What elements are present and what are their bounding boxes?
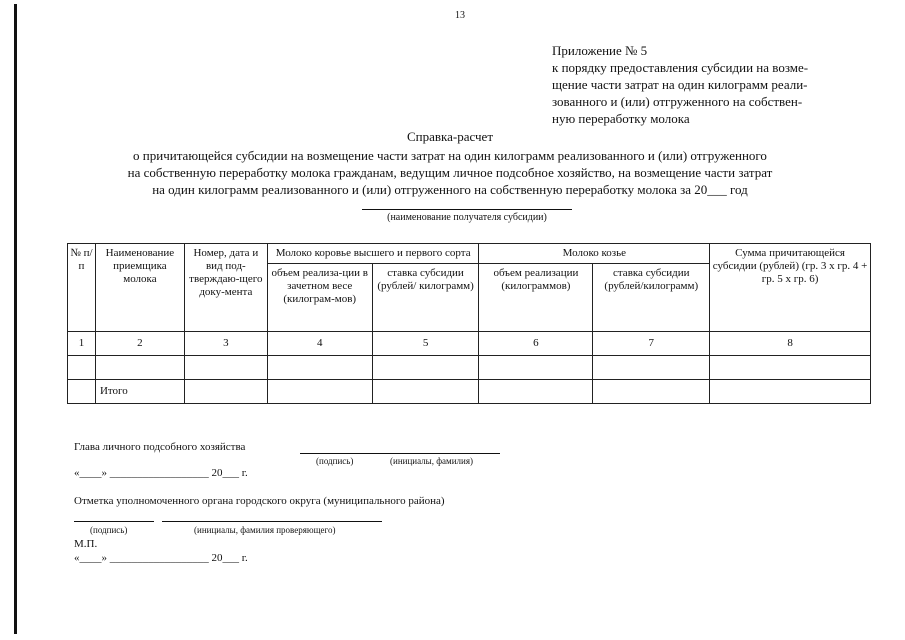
sign-caption: (подпись) (316, 456, 354, 466)
head-signature-line (300, 453, 500, 454)
header-goat-milk: Молоко козье (479, 244, 710, 264)
appendix-line-4: зованного и (или) отгруженного на собствен- (552, 94, 803, 109)
header-cow-rate: ставка субсидии (рублей/ килограмм) (372, 264, 479, 332)
appendix-line-1: Приложение № 5 (552, 43, 648, 58)
checker-initials-line (162, 521, 382, 522)
header-row-1 (68, 244, 871, 264)
appendix-line-5: ную переработку молока (552, 111, 690, 126)
col-number-2: 2 (95, 332, 184, 356)
table-cell (479, 356, 593, 380)
table-cell (479, 380, 593, 404)
header-document: Номер, дата и вид под-тверждаю-щего доку-мента (184, 244, 267, 332)
table-cell (267, 380, 372, 404)
recipient-underline (362, 209, 572, 210)
table-cell (68, 380, 96, 404)
header-goat-volume: объем реализации (килограммов) (479, 264, 593, 332)
checker-signature-line (74, 521, 154, 522)
date-line: «____» __________________ 20___ г. (74, 467, 248, 479)
col-number-7: 7 (593, 332, 710, 356)
header-cow-volume: объем реализа-ции в зачетном весе (килограм-мов) (267, 264, 372, 332)
table-cell (710, 380, 871, 404)
date-line-2: «____» __________________ 20___ г. (74, 552, 248, 564)
header-cow-milk: Молоко коровье высшего и первого сорта (267, 244, 479, 264)
table-row-empty (68, 356, 871, 380)
col-number-4: 4 (267, 332, 372, 356)
page-edge-bar (14, 4, 17, 634)
appendix-line-2: к порядку предоставления субсидии на возме- (552, 60, 809, 75)
header-sum: Сумма причитающейся субсидии (рублей) (гр. 3 х гр. 4 + гр. 5 х гр. 6) (710, 244, 871, 332)
col-number-6: 6 (479, 332, 593, 356)
col-number-3: 3 (184, 332, 267, 356)
appendix-header (552, 42, 862, 127)
initials-caption: (инициалы, фамилия) (390, 456, 473, 466)
total-label: Итого (95, 380, 184, 404)
table-cell (184, 380, 267, 404)
recipient-caption: (наименование получателя субсидии) (387, 212, 547, 223)
subsidy-table (67, 243, 871, 404)
table-cell (95, 356, 184, 380)
document-title: Справка-расчет (406, 129, 494, 144)
page-number: 13 (455, 10, 465, 21)
table-cell (372, 356, 479, 380)
subtitle-line-1: о причитающейся субсидии на возмещение части затрат на один килограмм реализованного и (или) отгруженного (133, 148, 767, 163)
table-cell (593, 356, 710, 380)
col-number-5: 5 (372, 332, 479, 356)
col-number-8: 8 (710, 332, 871, 356)
table-cell (593, 380, 710, 404)
authority-label: Отметка уполномоченного органа городского округа (муниципального района) (74, 495, 445, 507)
checker-initials-caption: (инициалы, фамилия проверяющего) (194, 525, 336, 535)
header-receiver: Наименование приемщика молока (95, 244, 184, 332)
table-cell (710, 356, 871, 380)
column-number-row (68, 332, 871, 356)
appendix-line-3: щение части затрат на один килограмм реали- (552, 77, 808, 92)
table-cell (184, 356, 267, 380)
stamp-label: М.П. (74, 538, 98, 550)
subtitle-line-2: на собственную переработку молока гражданам, ведущим личное подсобное хозяйство, на возмещение части затрат (127, 165, 773, 180)
table-cell (68, 356, 96, 380)
table-cell (372, 380, 479, 404)
subtitle-line-3: на один килограмм реализованного и (или) отгруженного на собственную переработку молока за 20___ год (152, 182, 748, 197)
head-label: Глава личного подсобного хозяйства (74, 441, 246, 453)
col-number-1: 1 (68, 332, 96, 356)
checker-sign-caption: (подпись) (90, 525, 128, 535)
table-cell (267, 356, 372, 380)
header-goat-rate: ставка субсидии (рублей/килограмм) (593, 264, 710, 332)
header-num: № п/п (68, 244, 96, 332)
table-row-total (68, 380, 871, 404)
